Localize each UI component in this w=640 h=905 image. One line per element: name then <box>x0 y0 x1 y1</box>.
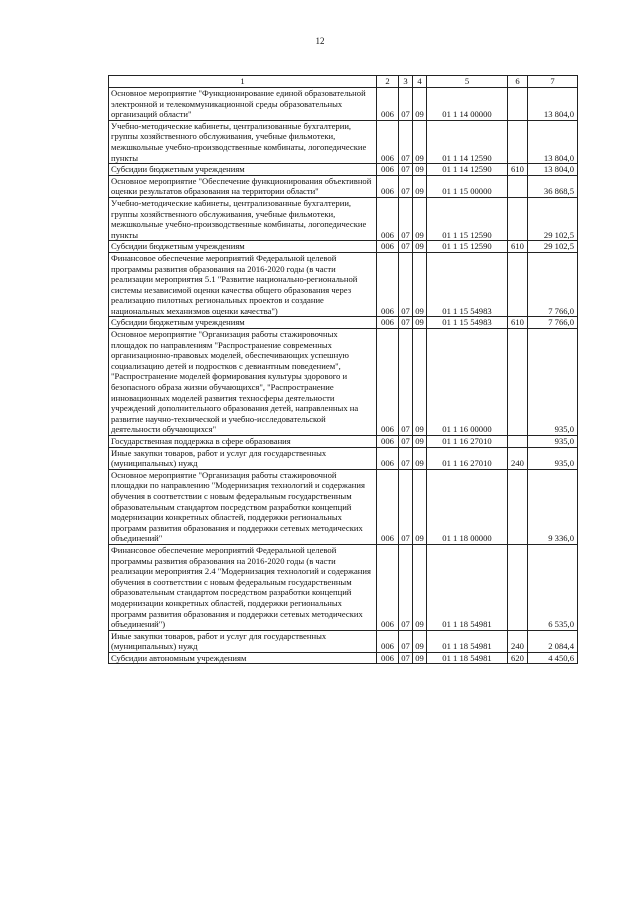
row-gr-code: 006 <box>377 252 399 317</box>
row-rz-code: 07 <box>399 544 413 630</box>
row-name: Основное мероприятие "Функционирование единой образовательной электронной и телекоммуникационной среды образовательных организаций области" <box>109 88 377 121</box>
row-vr-code <box>508 469 528 544</box>
row-rz-code: 07 <box>399 241 413 253</box>
row-rz-code: 07 <box>399 469 413 544</box>
row-gr-code: 006 <box>377 652 399 664</box>
row-vr-code <box>508 175 528 197</box>
budget-table <box>108 75 578 664</box>
row-gr-code: 006 <box>377 436 399 448</box>
table-header-row <box>109 76 578 88</box>
header-cell: 6 <box>508 76 528 88</box>
header-cell: 2 <box>377 76 399 88</box>
row-rz-code: 07 <box>399 88 413 121</box>
row-gr-code: 006 <box>377 317 399 329</box>
table-row <box>109 120 578 163</box>
row-sum: 36 868,5 <box>528 175 578 197</box>
row-pr-code: 09 <box>413 652 427 664</box>
row-sum: 7 766,0 <box>528 317 578 329</box>
row-pr-code: 09 <box>413 197 427 240</box>
row-sum: 13 804,0 <box>528 88 578 121</box>
row-name: Финансовое обеспечение мероприятий Федеральной целевой программы развития образования на 2016-2020 годы (в части реализации мероприятия 2.4 "Модернизация технологий и содержания обучения в соответствии с новым федеральным государственным образовательным стандартом посредством разработки концепций модернизации конкретных областей, поддержки региональных программ развития образования и поддержки сетевых методических объединений") <box>109 544 377 630</box>
table-row <box>109 544 578 630</box>
row-csr-code: 01 1 14 00000 <box>427 88 508 121</box>
row-name: Субсидии бюджетным учреждениям <box>109 241 377 253</box>
row-gr-code: 006 <box>377 120 399 163</box>
row-rz-code: 07 <box>399 197 413 240</box>
row-csr-code: 01 1 15 54983 <box>427 317 508 329</box>
row-vr-code <box>508 88 528 121</box>
row-csr-code: 01 1 18 54981 <box>427 652 508 664</box>
row-csr-code: 01 1 15 54983 <box>427 252 508 317</box>
row-sum: 935,0 <box>528 329 578 436</box>
row-vr-code: 610 <box>508 241 528 253</box>
row-name: Учебно-методические кабинеты, централизованные бухгалтерии, группы хозяйственного обслуживания, учебные фильмотеки, межшкольные учебно-производственные комбинаты, логопедические пункты <box>109 120 377 163</box>
row-sum: 29 102,5 <box>528 197 578 240</box>
row-sum: 4 450,6 <box>528 652 578 664</box>
table-row <box>109 447 578 469</box>
row-name: Финансовое обеспечение мероприятий Федеральной целевой программы развития образования на 2016-2020 годы (в части реализации мероприятия 5.1 "Развитие национально-региональной системы независимой оценки качества общего образования через реализацию пилотных региональных проектов и создание национальных механизмов оценки качества") <box>109 252 377 317</box>
row-vr-code: 610 <box>508 317 528 329</box>
row-name: Основное мероприятие "Обеспечение функционирования объективной оценки результатов образования на территории области" <box>109 175 377 197</box>
row-vr-code: 610 <box>508 164 528 176</box>
table-row <box>109 197 578 240</box>
row-name: Субсидии бюджетным учреждениям <box>109 164 377 176</box>
row-sum: 13 804,0 <box>528 164 578 176</box>
table-row <box>109 88 578 121</box>
row-gr-code: 006 <box>377 241 399 253</box>
header-cell: 4 <box>413 76 427 88</box>
row-csr-code: 01 1 14 12590 <box>427 120 508 163</box>
row-sum: 29 102,5 <box>528 241 578 253</box>
row-gr-code: 006 <box>377 88 399 121</box>
row-name: Иные закупки товаров, работ и услуг для государственных (муниципальных) нужд <box>109 630 377 652</box>
row-name: Основное мероприятие "Организация работы стажировочных площадок по направлениям "Распространение современных организационно-правовых моделей, обеспечивающих успешную социализацию детей и подростков с девиантным поведением", "Распространение моделей формирования культуры здорового и безопасного образа жизни обучающихся", "Распространение инновационных моделей развития техносферы деятельности учреждений дополнительного образования детей, направленных на развитие научно-технической и учебно-исследовательской деятельности обучающихся" <box>109 329 377 436</box>
table-row <box>109 175 578 197</box>
row-name: Учебно-методические кабинеты, централизованные бухгалтерии, группы хозяйственного обслуживания, учебные фильмотеки, межшкольные учебно-производственные комбинаты, логопедические пункты <box>109 197 377 240</box>
row-pr-code: 09 <box>413 447 427 469</box>
row-sum: 2 084,4 <box>528 630 578 652</box>
row-sum: 9 336,0 <box>528 469 578 544</box>
row-rz-code: 07 <box>399 329 413 436</box>
row-vr-code <box>508 544 528 630</box>
row-name: Иные закупки товаров, работ и услуг для государственных (муниципальных) нужд <box>109 447 377 469</box>
header-cell: 7 <box>528 76 578 88</box>
row-rz-code: 07 <box>399 120 413 163</box>
row-pr-code: 09 <box>413 436 427 448</box>
row-vr-code <box>508 252 528 317</box>
header-cell: 1 <box>109 76 377 88</box>
row-gr-code: 006 <box>377 447 399 469</box>
row-csr-code: 01 1 14 12590 <box>427 164 508 176</box>
row-rz-code: 07 <box>399 175 413 197</box>
row-vr-code <box>508 120 528 163</box>
table-row <box>109 652 578 664</box>
table-row <box>109 329 578 436</box>
table-row <box>109 252 578 317</box>
row-sum: 7 766,0 <box>528 252 578 317</box>
row-pr-code: 09 <box>413 120 427 163</box>
row-name: Основное мероприятие "Организация работы стажировочной площадки по направлению "Модернизация технологий и содержания обучения в соответствии с новым федеральным государственным образовательным стандартом посредством разработки концепций модернизации конкретных областей, поддержки региональных программ развития образования и поддержки сетевых методических объединений" <box>109 469 377 544</box>
row-rz-code: 07 <box>399 630 413 652</box>
row-csr-code: 01 1 15 12590 <box>427 241 508 253</box>
row-pr-code: 09 <box>413 329 427 436</box>
header-cell: 3 <box>399 76 413 88</box>
row-vr-code: 240 <box>508 630 528 652</box>
row-pr-code: 09 <box>413 469 427 544</box>
row-gr-code: 006 <box>377 544 399 630</box>
row-vr-code <box>508 197 528 240</box>
row-vr-code <box>508 329 528 436</box>
row-name: Субсидии бюджетным учреждениям <box>109 317 377 329</box>
row-csr-code: 01 1 15 00000 <box>427 175 508 197</box>
row-pr-code: 09 <box>413 88 427 121</box>
table-row <box>109 469 578 544</box>
row-sum: 935,0 <box>528 436 578 448</box>
row-pr-code: 09 <box>413 175 427 197</box>
row-rz-code: 07 <box>399 164 413 176</box>
row-rz-code: 07 <box>399 252 413 317</box>
row-vr-code: 240 <box>508 447 528 469</box>
table-row <box>109 241 578 253</box>
row-csr-code: 01 1 18 54981 <box>427 630 508 652</box>
row-pr-code: 09 <box>413 630 427 652</box>
table-row <box>109 436 578 448</box>
row-gr-code: 006 <box>377 469 399 544</box>
row-gr-code: 006 <box>377 630 399 652</box>
row-pr-code: 09 <box>413 317 427 329</box>
row-pr-code: 09 <box>413 241 427 253</box>
table-row <box>109 317 578 329</box>
row-csr-code: 01 1 18 00000 <box>427 469 508 544</box>
row-rz-code: 07 <box>399 652 413 664</box>
row-sum: 13 804,0 <box>528 120 578 163</box>
header-cell: 5 <box>427 76 508 88</box>
table-row <box>109 164 578 176</box>
row-gr-code: 006 <box>377 197 399 240</box>
row-pr-code: 09 <box>413 252 427 317</box>
row-gr-code: 006 <box>377 164 399 176</box>
row-rz-code: 07 <box>399 447 413 469</box>
row-rz-code: 07 <box>399 317 413 329</box>
row-gr-code: 006 <box>377 175 399 197</box>
row-vr-code: 620 <box>508 652 528 664</box>
row-csr-code: 01 1 15 12590 <box>427 197 508 240</box>
row-name: Государственная поддержка в сфере образования <box>109 436 377 448</box>
row-vr-code <box>508 436 528 448</box>
row-name: Субсидии автономным учреждениям <box>109 652 377 664</box>
row-sum: 935,0 <box>528 447 578 469</box>
row-csr-code: 01 1 16 00000 <box>427 329 508 436</box>
page-number: 12 <box>315 36 325 46</box>
row-sum: 6 535,0 <box>528 544 578 630</box>
row-csr-code: 01 1 16 27010 <box>427 447 508 469</box>
row-csr-code: 01 1 16 27010 <box>427 436 508 448</box>
table-row <box>109 630 578 652</box>
row-pr-code: 09 <box>413 544 427 630</box>
row-csr-code: 01 1 18 54981 <box>427 544 508 630</box>
row-pr-code: 09 <box>413 164 427 176</box>
row-rz-code: 07 <box>399 436 413 448</box>
row-gr-code: 006 <box>377 329 399 436</box>
